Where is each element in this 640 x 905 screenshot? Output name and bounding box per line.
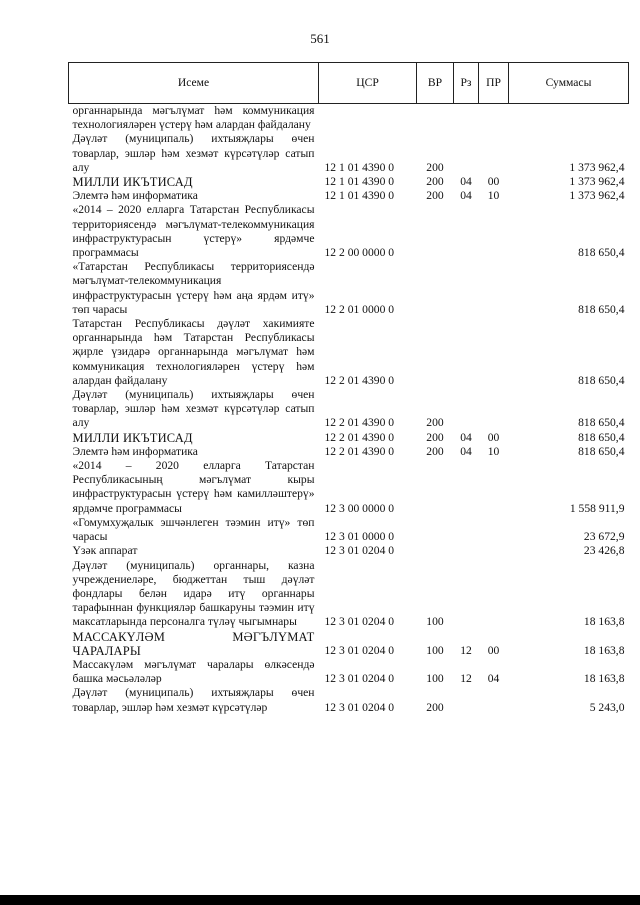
cell-rz [454, 686, 479, 714]
cell-pr: 00 [487, 175, 500, 189]
cell-vr: 200 [426, 160, 444, 174]
table-row [69, 544, 629, 558]
table-row [69, 388, 629, 431]
cell-sum: 18 163,8 [583, 643, 625, 657]
cell-sum: 1 373 962,4 [569, 175, 625, 189]
table-row [69, 686, 629, 714]
cell-sum: 23 672,9 [583, 530, 625, 544]
cell-sum: 18 163,8 [583, 615, 625, 629]
cell-sum: 18 163,8 [583, 672, 625, 686]
cell-vr: 200 [426, 444, 444, 458]
cell-vr: 200 [426, 700, 444, 714]
cell-pr [479, 544, 509, 558]
table-row [69, 516, 629, 544]
cell-name: Дәүләт (муниципаль) ихтыяҗлары өчен товарлар, эшләр һәм хезмәт күрсәтүләр [72, 686, 315, 714]
cell-sum: 818 650,4 [578, 302, 625, 316]
table-row [69, 559, 629, 630]
cell-csr: 12 2 01 4390 0 [324, 416, 395, 430]
cell-rz: 04 [460, 430, 472, 444]
cell-pr [479, 203, 509, 260]
cell-csr: 12 3 01 0204 0 [324, 544, 395, 558]
cell-csr: 12 2 01 4390 0 [324, 373, 395, 387]
cell-pr [479, 104, 509, 133]
cell-csr: 12 2 01 0000 0 [324, 302, 395, 316]
cell-csr: 12 2 01 4390 0 [324, 444, 395, 458]
cell-vr [417, 203, 454, 260]
cell-pr [479, 317, 509, 388]
cell-rz [454, 203, 479, 260]
cell-vr [417, 260, 454, 317]
table-row [69, 630, 629, 658]
cell-name: органнарында мәгълүмат һәм коммуникация технологияләрен үстерү һәм алардан файдалану [72, 104, 315, 132]
table-body [69, 104, 629, 715]
cell-sum: 23 426,8 [583, 544, 625, 558]
cell-rz [454, 388, 479, 431]
cell-pr [479, 459, 509, 516]
cell-sum: 1 373 962,4 [569, 160, 625, 174]
cell-rz [454, 544, 479, 558]
cell-name: «Татарстан Республикасы территориясендә мәгълүмат-телекоммуникация инфраструктурасын үстерү һәм аңа ярдәм итү» төп чарасы [72, 260, 315, 316]
cell-vr: 100 [426, 643, 444, 657]
cell-csr: 12 3 01 0204 0 [324, 615, 395, 629]
table-row [69, 104, 629, 133]
cell-csr: 12 1 01 4390 0 [324, 160, 395, 174]
table-row [69, 317, 629, 388]
header-rz: Рз [454, 63, 479, 104]
table-row [69, 658, 629, 686]
cell-rz [454, 104, 479, 133]
cell-pr: 00 [487, 643, 500, 657]
table-row [69, 132, 629, 175]
cell-pr [479, 260, 509, 317]
table-row [69, 445, 629, 459]
page-number: 561 [310, 31, 330, 46]
cell-name: «2014 – 2020 елларга Татарстан Республикасының мәгълүмат кыры инфраструктурасын үстерү һәм камилләштерү» ярдәмче программасы [72, 459, 315, 515]
header-name: Исеме [69, 63, 319, 104]
cell-csr: 12 3 01 0204 0 [324, 672, 395, 686]
cell-name: Дәүләт (муниципаль) ихтыяҗлары өчен товарлар, эшләр һәм хезмәт күрсәтүләр сатып алу [72, 132, 315, 174]
cell-csr: 12 1 01 4390 0 [324, 175, 395, 189]
cell-pr [479, 132, 509, 175]
cell-sum: 818 650,4 [578, 430, 625, 444]
cell-name: Массакүләм мәгълүмат чаралары өлкәсендә башка мәсьәләләр [72, 657, 315, 686]
cell-name: МИЛЛИ ИКЪТИСАД [72, 175, 193, 190]
cell-name: Элемтә һәм информатика [72, 189, 198, 203]
table-header [69, 63, 629, 104]
cell-sum: 818 650,4 [578, 444, 625, 458]
cell-name: МИЛЛИ ИКЪТИСАД [72, 430, 193, 445]
cell-sum: 1 373 962,4 [569, 189, 625, 203]
header-pr: ПР [479, 63, 509, 104]
cell-csr: 12 3 01 0204 0 [324, 643, 395, 657]
cell-name: «2014 – 2020 елларга Татарстан Республикасы территориясендә мәгълүмат-телекоммуникация инфраструктурасын үстерү» ярдәмче программасы [72, 203, 315, 260]
cell-pr [479, 559, 509, 630]
cell-rz [454, 516, 479, 544]
cell-name: Үзәк аппарат [72, 544, 138, 558]
cell-pr: 04 [487, 672, 500, 686]
table-row [69, 175, 629, 189]
cell-rz: 04 [460, 175, 472, 189]
cell-rz: 12 [460, 672, 472, 686]
cell-rz [454, 459, 479, 516]
cell-rz [454, 260, 479, 317]
cell-csr: 12 2 00 0000 0 [324, 246, 395, 260]
table-row [69, 189, 629, 203]
cell-vr [417, 459, 454, 516]
cell-rz: 04 [460, 189, 472, 203]
cell-vr: 100 [426, 672, 444, 686]
cell-sum: 818 650,4 [578, 246, 625, 260]
cell-vr: 200 [426, 430, 444, 444]
cell-name: МАССАКҮЛӘМ МӘГЪЛҮМАТ ЧАРАЛАРЫ [72, 629, 315, 658]
cell-vr: 100 [426, 615, 444, 629]
cell-vr: 200 [426, 175, 444, 189]
cell-sum: 818 650,4 [578, 416, 625, 430]
cell-rz: 04 [460, 444, 472, 458]
cell-sum [509, 104, 629, 133]
header-vr: ВР [417, 63, 454, 104]
table-row [69, 459, 629, 516]
cell-pr [479, 686, 509, 714]
cell-vr: 200 [426, 416, 444, 430]
cell-vr [417, 104, 454, 133]
cell-pr: 10 [487, 189, 500, 203]
cell-sum: 1 558 911,9 [569, 501, 625, 515]
cell-sum: 818 650,4 [578, 373, 625, 387]
cell-name: «Гомумхуҗалык эшчәнлеген тәэмин итү» төп чарасы [72, 515, 315, 544]
table-row [69, 431, 629, 445]
cell-rz [454, 317, 479, 388]
cell-csr [319, 104, 417, 133]
cell-name: Элемтә һәм информатика [72, 444, 198, 458]
cell-pr: 10 [487, 444, 500, 458]
table-row [69, 203, 629, 260]
cell-name: Татарстан Республикасы дәүләт хакимияте органнарында һәм Татарстан Республикасы җирле үзидарә органнарында мәгълүмат һәм коммуникация технологияләрен үстерү һәм алардан файдалану [72, 317, 315, 387]
cell-name: Дәүләт (муниципаль) ихтыяҗлары өчен товарлар, эшләр һәм хезмәт күрсәтүләр сатып алу [72, 388, 315, 430]
header-csr: ЦСР [319, 63, 417, 104]
cell-rz [454, 559, 479, 630]
table-row [69, 260, 629, 317]
cell-vr [417, 317, 454, 388]
cell-rz [454, 132, 479, 175]
budget-table [68, 62, 629, 715]
cell-vr: 200 [426, 189, 444, 203]
cell-csr: 12 3 01 0000 0 [324, 530, 395, 544]
cell-pr: 00 [487, 430, 500, 444]
cell-rz: 12 [460, 643, 472, 657]
cell-csr: 12 3 00 0000 0 [324, 501, 395, 515]
scan-border [0, 895, 640, 905]
cell-vr [417, 544, 454, 558]
cell-csr: 12 3 01 0204 0 [324, 700, 395, 714]
cell-sum: 5 243,0 [589, 700, 625, 714]
cell-name: Дәүләт (муниципаль) органнары, казна учреждениеләре, бюджеттан тыш дәүләт фондлары белән идарә итү органнары тарафыннан функцияләр башкаруны тәэмин итү максатларында персоналга түләү чыгымнары [72, 558, 315, 629]
cell-csr: 12 1 01 4390 0 [324, 189, 395, 203]
cell-pr [479, 388, 509, 431]
header-sum: Суммасы [509, 63, 629, 104]
cell-pr [479, 516, 509, 544]
cell-csr: 12 2 01 4390 0 [324, 430, 395, 444]
cell-vr [417, 516, 454, 544]
